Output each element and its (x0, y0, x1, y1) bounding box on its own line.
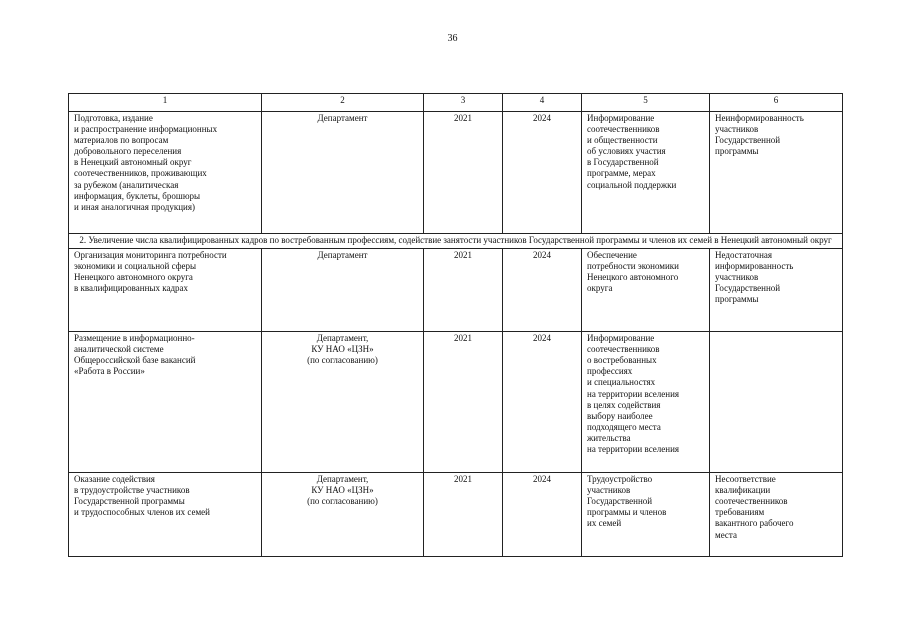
table-header-row (69, 94, 843, 112)
result-cell: Информирование соотечественников и общественности об условиях участия в Государственной программе, мерах социальной поддержки (582, 112, 710, 234)
activity-cell: Организация мониторинга потребности экономики и социальной сферы Ненецкого автономного округа в квалифицированных кадрах (69, 249, 262, 332)
table-row (69, 473, 843, 557)
page-number: 36 (447, 33, 458, 44)
result-cell: Обеспечение потребности экономики Ненецкого автономного округа (582, 249, 710, 332)
result-cell: Информирование соотечественников о востребованных профессиях и специальностях на территории вселения в целях содействия выбору наиболее подходящего места жительства на территории вселения (582, 332, 710, 473)
executor-cell: Департамент, КУ НАО «ЦЗН» (по согласованию) (262, 332, 424, 473)
header-cell: 6 (710, 94, 843, 112)
executor-cell: Департамент (262, 112, 424, 234)
risk-cell: Неинформированность участников Государственной программы (710, 112, 843, 234)
header-cell: 3 (424, 94, 503, 112)
start-year-cell: 2021 (424, 473, 503, 557)
activities-table (68, 93, 843, 557)
start-year-cell: 2021 (424, 332, 503, 473)
table-row (69, 249, 843, 332)
risk-cell: Несоответствие квалификации соотечественников требованиям вакантного рабочего места (710, 473, 843, 557)
start-year-cell: 2021 (424, 112, 503, 234)
risk-cell: Недостаточная информированность участников Государственной программы (710, 249, 843, 332)
end-year-cell: 2024 (503, 112, 582, 234)
start-year-cell: 2021 (424, 249, 503, 332)
table-row (69, 332, 843, 473)
risk-cell (710, 332, 843, 473)
header-cell: 1 (69, 94, 262, 112)
end-year-cell: 2024 (503, 249, 582, 332)
header-cell: 5 (582, 94, 710, 112)
end-year-cell: 2024 (503, 332, 582, 473)
executor-cell: Департамент (262, 249, 424, 332)
header-cell: 2 (262, 94, 424, 112)
section-heading: 2. Увеличение числа квалифицированных кадров по востребованным профессиям, содействие занятости участников Государственной программы и членов их семей в Ненецкий автономный округ (69, 234, 843, 249)
header-cell: 4 (503, 94, 582, 112)
activity-cell: Подготовка, издание и распространение информационных материалов по вопросам добровольного переселения в Ненецкий автономный округ соотечественников, проживающих за рубежом (аналитическая информация, буклеты, брошюры и иная аналогичная продукция) (69, 112, 262, 234)
table-row (69, 112, 843, 234)
end-year-cell: 2024 (503, 473, 582, 557)
activity-cell: Оказание содействия в трудоустройстве участников Государственной программы и трудоспособных членов их семей (69, 473, 262, 557)
executor-cell: Департамент, КУ НАО «ЦЗН» (по согласованию) (262, 473, 424, 557)
section-heading-row (69, 234, 843, 249)
result-cell: Трудоустройство участников Государственной программы и членов их семей (582, 473, 710, 557)
activity-cell: Размещение в информационно- аналитической системе Общероссийской базе вакансий «Работа в России» (69, 332, 262, 473)
